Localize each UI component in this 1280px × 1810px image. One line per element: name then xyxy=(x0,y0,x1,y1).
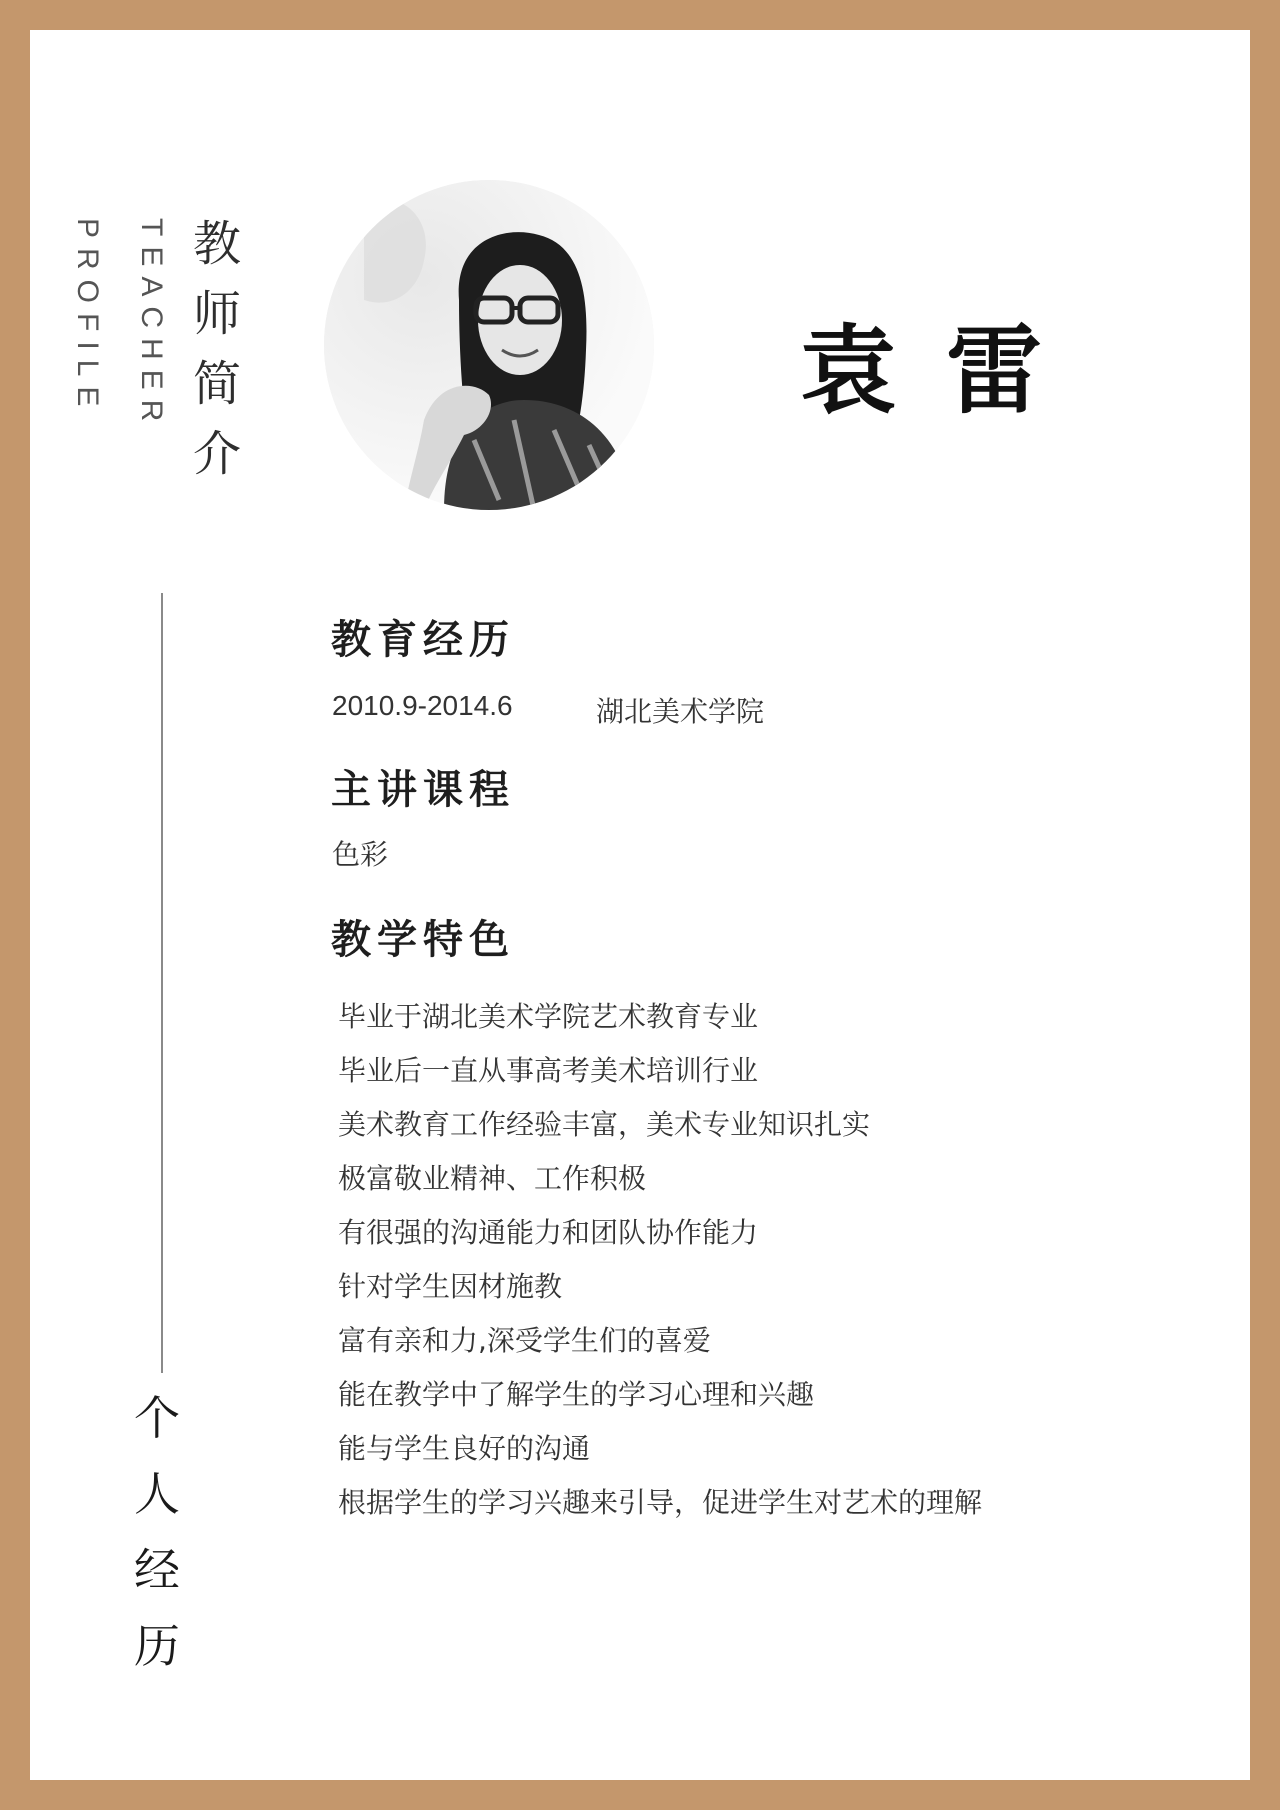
side-title-char: 师 xyxy=(193,286,242,342)
side-label-teacher: TEACHER xyxy=(135,218,168,432)
side-title-char: 教 xyxy=(193,216,242,272)
list-item: 美术教育工作经验丰富，美术专业知识扎实 xyxy=(338,1108,871,1141)
list-item: 针对学生因材施教 xyxy=(338,1270,563,1303)
feature-section-title: 教学特色 xyxy=(331,917,515,963)
list-item: 毕业后一直从事高考美术培训行业 xyxy=(338,1054,759,1087)
course-name: 色彩 xyxy=(332,838,389,871)
side-bottom-char: 经 xyxy=(134,1543,180,1597)
list-item: 毕业于湖北美术学院艺术教育专业 xyxy=(338,1000,759,1033)
list-item: 根据学生的学习兴趣来引导，促进学生对艺术的理解 xyxy=(338,1486,983,1519)
education-section-title: 教育经历 xyxy=(331,617,515,663)
side-label-personal-history xyxy=(134,1380,180,1684)
side-bottom-char: 历 xyxy=(134,1619,180,1673)
portrait-photo xyxy=(324,180,654,510)
list-item: 能与学生良好的沟通 xyxy=(338,1432,591,1465)
side-label-profile: PROFILE xyxy=(71,218,104,417)
list-item: 能在教学中了解学生的学习心理和兴趣 xyxy=(338,1378,815,1411)
teacher-name: 袁雷 xyxy=(800,315,1092,427)
list-item: 富有亲和力,深受学生们的喜爱 xyxy=(338,1324,711,1357)
list-item: 有很强的沟通能力和团队协作能力 xyxy=(338,1216,759,1249)
side-bottom-char: 人 xyxy=(134,1467,180,1521)
list-item: 极富敬业精神、工作积极 xyxy=(338,1162,647,1195)
side-bottom-char: 个 xyxy=(134,1391,180,1445)
sidebar-divider xyxy=(161,593,163,1373)
side-title-teacher-intro xyxy=(193,208,241,488)
feature-list xyxy=(338,990,982,1530)
profile-page xyxy=(30,30,1250,1780)
course-section-title: 主讲课程 xyxy=(331,767,515,813)
education-period: 2010.9-2014.6 xyxy=(332,690,513,721)
side-title-char: 介 xyxy=(193,426,242,482)
side-title-char: 简 xyxy=(193,356,242,412)
education-school: 湖北美术学院 xyxy=(596,695,765,728)
portrait-photo-icon xyxy=(324,180,654,510)
